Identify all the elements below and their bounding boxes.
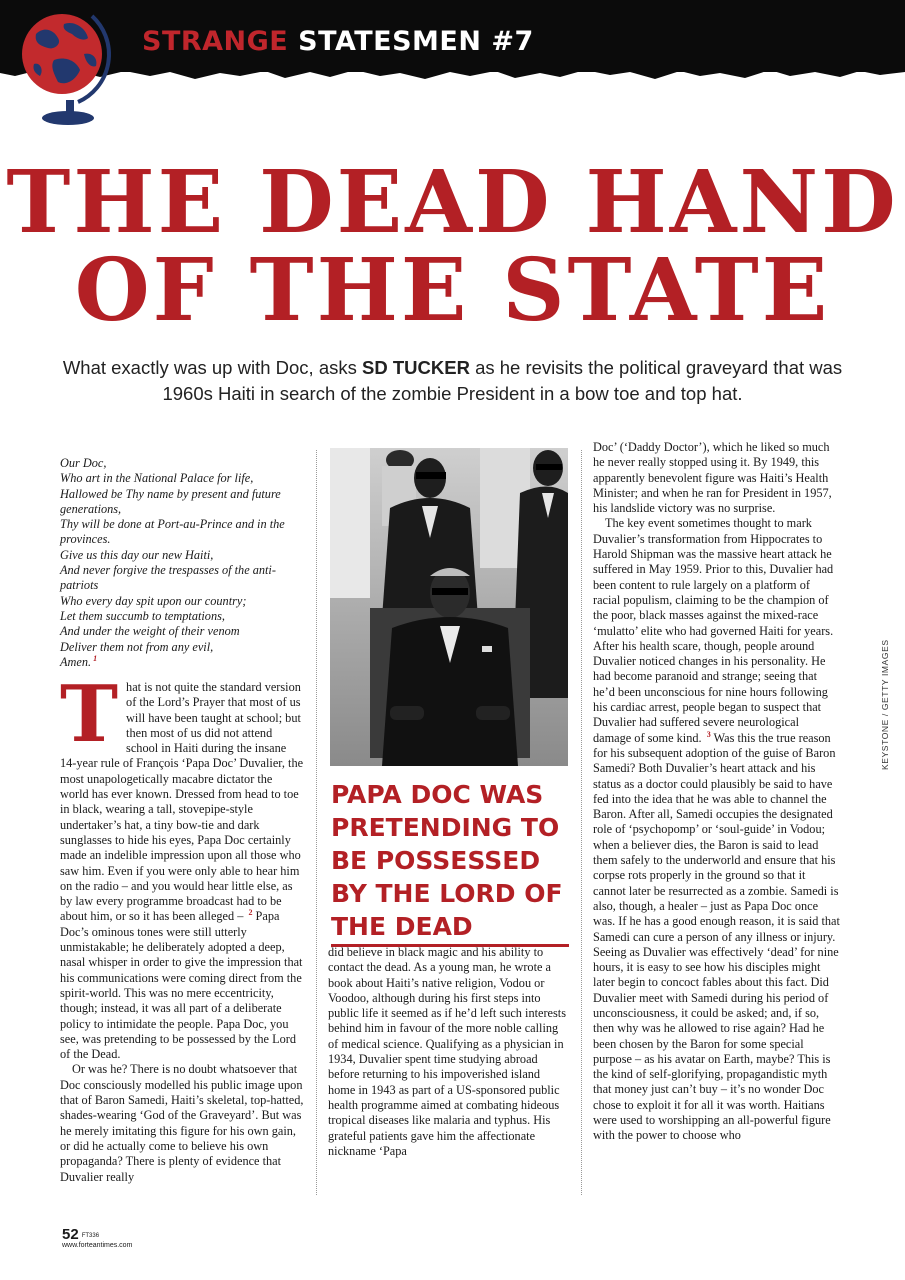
footnote-marker-2[interactable]: 2 [248, 908, 253, 918]
headline-line-2: OF THE STATE [74, 240, 831, 341]
drop-cap: T [60, 669, 119, 760]
column-divider-1 [316, 450, 317, 1195]
article-column-3 [593, 440, 840, 1144]
prayer-line: And under the weight of their venom [60, 624, 240, 639]
prayer-line: Hallowed be Thy name by present and future generations, [60, 486, 281, 516]
prayer-amen: Amen. [60, 654, 92, 669]
site-url[interactable]: www.forteantimes.com [62, 1242, 133, 1249]
prayer-line: Give us this day our new Haiti, [60, 547, 214, 562]
article-column-2 [328, 945, 568, 1159]
paragraph-text: hat is not quite the standard version of the Lord’s Prayer that most of us will have been taught at school; but then most of us did not attend school in Haiti during the insane 14-year rule of François ‘Papa Doc’ Duvalier, the most unapologetically macabre dictator the world has ever known. Dressed from head to toe in black, wearing a tall, stovepipe-style undertaker’s hat, a tiny bow-tie and dark sunglasses to hide his eyes, Papa Doc certainly made an indelible impression upon all those who saw him. Even if you were only able to hear him on the radio – and you would hear little else, as by law every programme broadcast had to be about him, or so it has been alleged – [60, 680, 304, 924]
paragraph-text: Was this the true reason for his subsequent adoption of the guise of Baron Samedi? Both Duvalier’s heart attack and his status as a doctor could plausibly be said to have fed into the idea that he was able to channel the Baron. After all, Samedi occupies the designated role of ‘psychopomp’ or ‘soul-guide’ in Vodou; when a believer dies, the Baron is said to lead them safely to the underworld and ensure that his corpse rots properly in the ground so that it cannot later be resurrected as a zombie. Samedi is also, though, a healer – just as Papa Doc once was. If he has a good enough reason, it is said that Samedi can cure a person of any illness or injury. Seeing as Duvalier was effectively ‘dead’ for nine hours, it is easy to see how his disciples might later begin to concoct fables about this fact. Did Duvalier meet with Samedi during his period of unconsciousness, it could be asked; and, if so, then why was he allowed to rise again? Had he been chosen by the Baron for some special purpose – as his avatar on Earth, maybe? This is the kind of self-glorifying, propagandistic myth that money just can’t buy – it’s no wonder Doc chose to exploit it for all it was worth. Haitians were used to worshipping an all-powerful figure with the power to choose who [593, 730, 840, 1143]
photo-credit [880, 639, 892, 770]
prayer-epigraph [60, 456, 310, 670]
footnote-marker-1[interactable]: 1 [93, 653, 98, 663]
prayer-line: Who art in the National Palace for life, [60, 471, 254, 486]
pull-quote: PAPA DOC WAS PRETENDING TO BE POSSESSED BY THE LORD OF THE DEAD [331, 780, 563, 941]
photo-credit-text: KEYSTONE / GETTY IMAGES [880, 639, 890, 770]
prayer-line-final [60, 655, 310, 670]
prayer-line: Who every day spit upon our country; [60, 593, 247, 608]
series-title-word1: STRANGE [142, 26, 289, 57]
prayer-line: Our Doc, [60, 456, 107, 470]
page-footer [62, 1226, 132, 1249]
footnote-marker-3[interactable]: 3 [706, 729, 711, 739]
series-title-word2: STATESMEN #7 [298, 26, 534, 57]
article-paragraph-1 [60, 669, 304, 1062]
prayer-line: Thy will be done at Port-au-Prince and in the provinces. [60, 517, 285, 547]
column-divider-2 [581, 450, 582, 1195]
standfirst-rest: as he revisits the political graveyard that was 1960s Haiti in search of the zombie President in a bow toe and top hat. [162, 357, 843, 404]
duvalier-photo [330, 448, 568, 766]
series-title [142, 26, 534, 57]
author-name: SD TUCKER [362, 357, 470, 378]
headline-line-1: THE DEAD HAND [6, 152, 899, 253]
issue-number: FT336 [81, 1233, 100, 1239]
prayer-line: And never forgive the trespasses of the anti-patriots [60, 563, 276, 593]
prayer-line: Deliver them not from any evil, [60, 639, 214, 654]
paragraph-text: The key event sometimes thought to mark Duvalier’s transformation from Hippocrates to Harold Shipman was the massive heart attack he suffered in May 1959. Prior to this, Duvalier had been content to rule largely on a platform of racial populism, claiming to be the champion of the poor, black masses against the mixed-race ‘mulatto’ elite who had governed Haiti for years. After his health scare, though, people around Duvalier noticed changes in his personality. He had become paranoid and strange; seeing that he’d been unconscious for nine hours following his cardiac arrest, people began to suspect that Duvalier had suffered severe neurological damage of some kind. [593, 516, 834, 745]
article-paragraph-4: Doc’ (‘Daddy Doctor’), which he liked so much he never really stopped using it. By 1949, this apparently benevolent figure was Haiti’s Health Minister; and when he ran for President in 1957, his landslide victory was no surprise. [593, 440, 832, 516]
standfirst [60, 355, 845, 407]
photo-illustration [330, 448, 568, 766]
globe-icon [14, 4, 124, 128]
standfirst-intro: What exactly was up with Doc, asks [62, 357, 363, 378]
page-number: 52 [62, 1226, 79, 1243]
paragraph-text: Papa Doc’s ominous tones were still utterly unmistakable; he deliberately adopted a deep, nasal whisper in order to give the impression that his communications were coming direct from the spirit-world. This was no mere eccentricity, though; instead, it was all part of a deliberate policy to intimidate the people. Papa Doc, you see, was pretending to be possessed by the Lord of the Dead. [60, 909, 303, 1062]
prayer-line: Let them succumb to temptations, [60, 608, 225, 623]
article-column-1 [60, 669, 304, 1185]
banner-torn-edge [0, 66, 905, 84]
article-paragraph-5 [593, 516, 840, 1143]
article-paragraph-2: Or was he? There is no doubt whatsoever that Doc consciously modelled his public image upon that of Baron Samedi, Haiti’s skeletal, top-hatted, shades-wearing ‘God of the Graveyard’. But was he merely imitating this figure for his own gain, or did he actually come to believe his own propaganda? There is plenty of evidence that Duvalier really [60, 1062, 304, 1184]
article-paragraph-3: did believe in black magic and his ability to contact the dead. As a young man, he wrote a book about Haiti’s native religion, Vodou or Voodoo, although during his first steps into public life it seemed as if he’d left such interests behind him in favour of the more noble calling of medical science. Qualifying as a physician in 1934, Duvalier spent time studying abroad before returning to his impoverished island home in 1943 as part of a US-sponsored public health programme aimed at combating hideous tropical diseases like malaria and typhus. His grateful patients gave him the affectionate nickname ‘Papa [328, 945, 567, 1158]
